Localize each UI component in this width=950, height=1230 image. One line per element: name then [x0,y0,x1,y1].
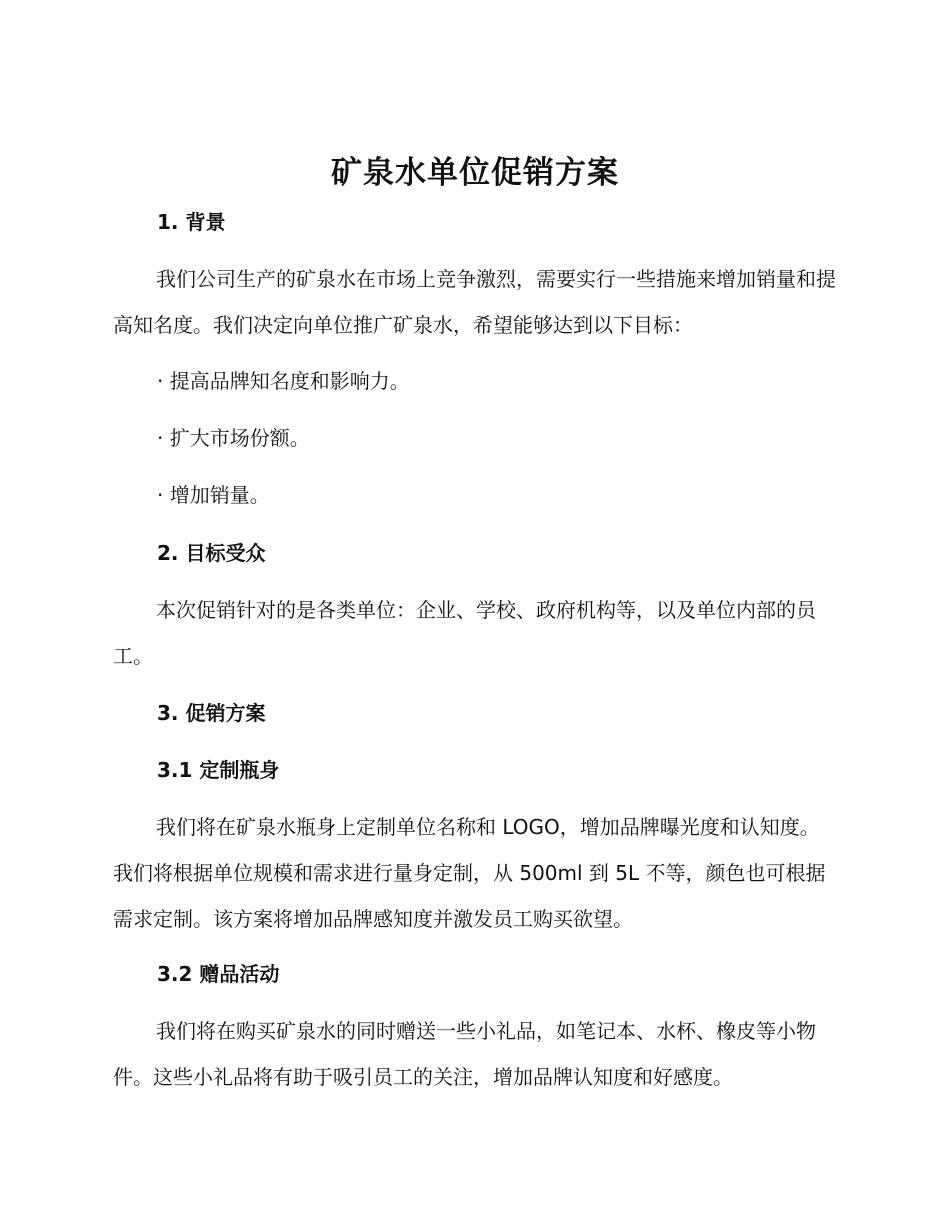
section-heading-audience: 2. 目标受众 [157,541,266,565]
document-title: 矿泉水单位促销方案 [331,155,619,191]
bullet-item: · 提高品牌知名度和影响力。 [157,369,410,393]
section-heading-background: 1. 背景 [157,210,226,234]
section-heading-custom-bottle: 3.1 定制瓶身 [157,758,280,782]
paragraph-audience: 本次促销针对的是各类单位：企业、学校、政府机构等，以及单位内部的员工。 [113,598,816,668]
paragraph-gifts: 我们将在购买矿泉水的同时赠送一些小礼品，如笔记本、水杯、橡皮等小物件。这些小礼品将有助于吸引员工的关注，增加品牌认知度和好感度。 [113,1019,816,1089]
section-heading-plan: 3. 促销方案 [157,701,266,725]
paragraph-background: 我们公司生产的矿泉水在市场上竞争激烈，需要实行一些措施来增加销量和提高知名度。我们决定向单位推广矿泉水，希望能够达到以下目标： [113,267,836,337]
bullet-item: · 扩大市场份额。 [157,426,310,450]
section-heading-gifts: 3.2 赠品活动 [157,962,280,986]
bullet-item: · 增加销量。 [157,483,270,507]
paragraph-custom-bottle: 我们将在矿泉水瓶身上定制单位名称和 LOGO，增加品牌曝光度和认知度。我们将根据单位规模和需求进行量身定制，从 500ml 到 5L 不等，颜色也可根据需求定制。该方案将增加品牌感知度并激发员工购买欲望。 [113,815,826,931]
